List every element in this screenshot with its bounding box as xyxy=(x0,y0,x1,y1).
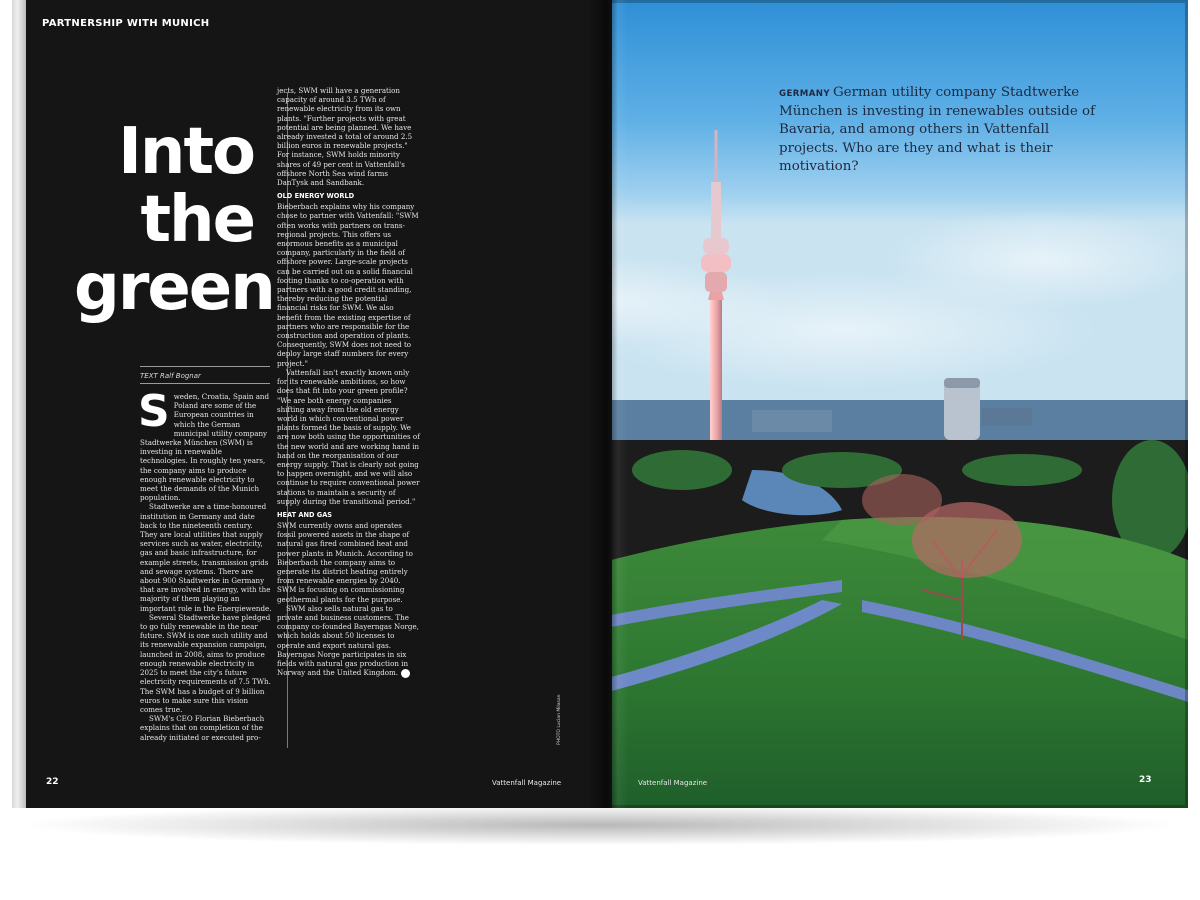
headline-line: the xyxy=(140,183,254,257)
page-number-right: 23 xyxy=(1139,775,1152,785)
byline-rule xyxy=(140,366,270,367)
magazine-spread xyxy=(12,0,1188,808)
paragraph-text: weden, Croatia, Spain and Poland are some of the European countries in which the German municipal utility company Stadtwerke München (SWM) is investing in renewable technologies. In roughly ten years, the company aims to produce enough renewable electricity to meet the demands of the Munich population. xyxy=(140,392,270,503)
left-page xyxy=(12,0,612,808)
footer-magazine-name: Vattenfall Magazine xyxy=(638,779,708,787)
arrow-right-icon: ➜ xyxy=(401,669,410,678)
byline: TEXT Ralf Bognar xyxy=(140,372,201,380)
intro-body: German utility company Stadtwerke München is investing in renewables outside of Bavaria, and among others in Vattenfall projects. Who are they and what is their motivation? xyxy=(779,85,1096,174)
footer-magazine-name: Vattenfall Magazine xyxy=(492,779,562,787)
article-paragraph: Bieberbach explains why his company chose to partner with Vattenfall: "SWM often works with partners on trans-regional projects. This offers us enormous benefits as a municipal company, particularly in the field of offshore power. Large-scale projects can be carried out on a solid financial footing thanks to co-operation with partners with a good credit standing, thereby reducing the potential financial risks for SWM. We also benefit from the existing expertise of partners who are responsible for the construction and operation of plants. Consequently, SWM does not need to deploy large staff numbers for every project." xyxy=(277,202,419,368)
headline-line: green xyxy=(74,251,274,325)
page-edge xyxy=(12,0,26,808)
paragraph-text: SWM also sells natural gas to private and business customers. The company co-founded Bayerngas Norge, which holds about 50 licenses to operate and export natural gas. Bayerngas Norge participates in six fields with natural gas production in Norway and the United Kingdom. xyxy=(277,603,419,678)
article-paragraph: SWM's CEO Florian Bieberbach explains that on completion of the already initiated or executed pro- xyxy=(140,714,265,742)
subheading: OLD ENERGY WORLD xyxy=(277,192,355,201)
article-paragraph: SWM currently owns and operates fossil powered assets in the shape of natural gas fired combined heat and power plants in Munich. According to Bieberbach the company aims to generate its district heating entirely from renewable energies by 2040. SWM is focusing on commissioning geothermal plants for the purpose. xyxy=(277,520,413,604)
article-paragraph xyxy=(138,386,272,503)
article-paragraph: Stadtwerke are a time-honoured institution in Germany and date back to the nineteenth century. They are local utilities that supply services such as water, electricity, gas and basic infrastructure, for example streets, transmission grids and sewage systems. There are about 900 Stadtwerke in Germany that are involved in energy, with the majority of them playing an important role in the Energiewende. xyxy=(140,502,272,613)
byline-rule xyxy=(140,383,270,384)
drop-cap: S xyxy=(138,386,170,437)
page-shadow xyxy=(30,805,1170,845)
article-paragraph: Several Stadtwerke have pledged to go fully renewable in the near future. SWM is one such utility and its renewable expansion campaign, launched in 2008, aims to produce enough renewable electricity in 2025 to meet the city's future electricity requirements of 7.5 TWh. The SWM has a budget of 9 billion euros to make sure this vision comes true. xyxy=(140,612,271,714)
page-number-left: 22 xyxy=(46,777,59,787)
photo-credit: PHOTO Lucian Milasan xyxy=(557,694,562,745)
intro-label: GERMANY xyxy=(779,89,830,99)
article-paragraph xyxy=(277,604,420,678)
headline xyxy=(74,115,274,325)
section-label: PARTNERSHIP WITH MUNICH xyxy=(42,18,210,29)
headline-line: Into xyxy=(118,115,254,189)
article-column-2 xyxy=(277,86,420,678)
article-column-1 xyxy=(138,386,272,742)
intro-text xyxy=(779,84,1109,177)
article-paragraph: jects, SWM will have a generation capacity of around 3.5 TWh of renewable electricity from its own plants. "Further projects with great potential are being planned. We have already invested a total of around 2.5 billion euros in renewable projects." For instance, SWM holds minority shares of 49 per cent in Vattenfall's offshore North Sea wind farms DanTysk and Sandbank. xyxy=(277,86,413,188)
article-paragraph: Vattenfall isn't exactly known only for its renewable ambitions, so how does that fit into your green profile? "We are both energy companies shifting away from the old energy world in which conventional power plants formed the basis of supply. We are now both using the opportunities of the new world and are working hand in hand on the reorganisation of our energy supply. That is clearly not going to happen overnight, and we will also continue to require conventional power stations to maintain a security of supply during the transitional period." xyxy=(277,367,420,506)
subheading: HEAT AND GAS xyxy=(277,510,333,519)
